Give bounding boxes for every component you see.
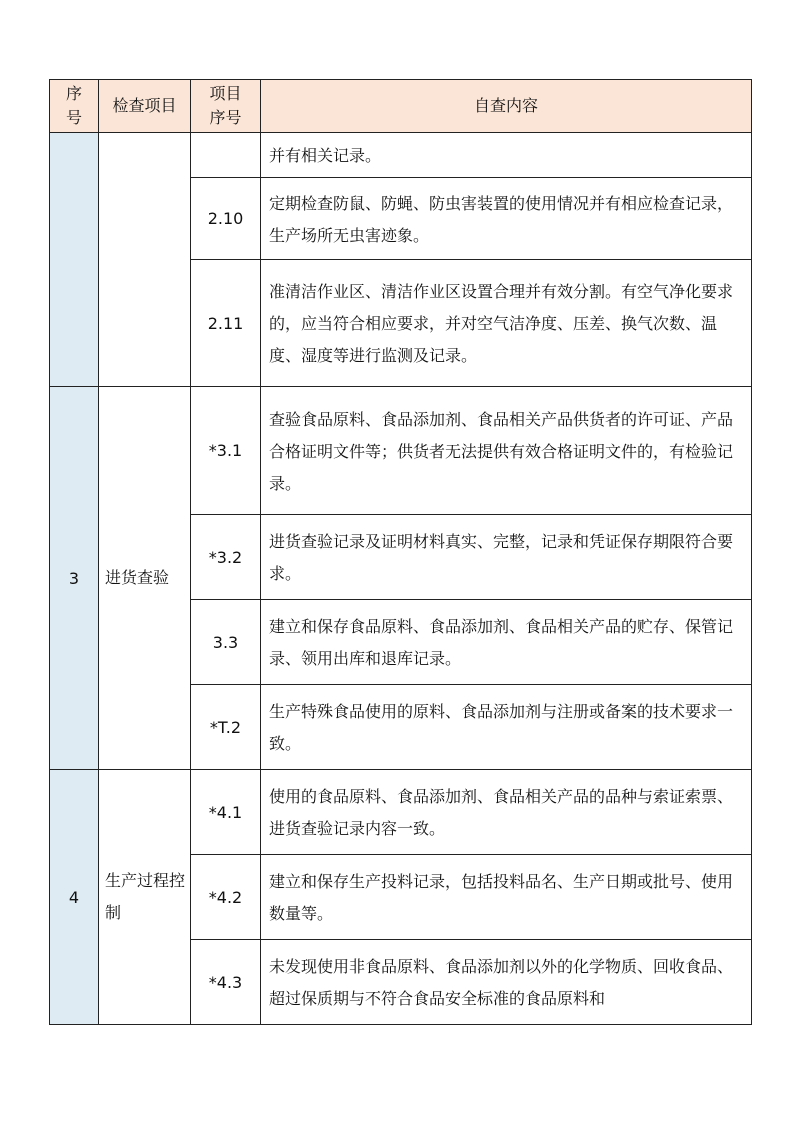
table-row — [50, 133, 752, 178]
group-seq-cell — [50, 133, 99, 387]
item-code: *3.2 — [191, 515, 261, 600]
header-row — [50, 80, 752, 133]
item-content: 准清洁作业区、清洁作业区设置合理并有效分割。有空气净化要求的，应当符合相应要求，并对空气洁净度、压差、换气次数、温度、湿度等进行监测及记录。 — [261, 260, 752, 387]
group-seq-cell: 4 — [50, 770, 99, 1025]
item-code: 2.11 — [191, 260, 261, 387]
item-code: 2.10 — [191, 178, 261, 260]
group-item-cell — [99, 133, 191, 387]
item-code: *4.1 — [191, 770, 261, 855]
item-content: 建立和保存食品原料、食品添加剂、食品相关产品的贮存、保管记录、领用出库和退库记录。 — [261, 600, 752, 685]
header-seq: 序 号 — [50, 80, 99, 133]
table-row — [50, 770, 752, 855]
item-content: 并有相关记录。 — [261, 133, 752, 178]
item-code — [191, 133, 261, 178]
group-item-cell: 生产过程控制 — [99, 770, 191, 1025]
item-code: *T.2 — [191, 685, 261, 770]
inspection-table — [49, 79, 752, 1025]
group-item-cell: 进货查验 — [99, 387, 191, 770]
item-content: 使用的食品原料、食品添加剂、食品相关产品的品种与索证索票、进货查验记录内容一致。 — [261, 770, 752, 855]
item-content: 生产特殊食品使用的原料、食品添加剂与注册或备案的技术要求一致。 — [261, 685, 752, 770]
item-code: *4.3 — [191, 940, 261, 1025]
item-code: *4.2 — [191, 855, 261, 940]
item-content: 建立和保存生产投料记录，包括投料品名、生产日期或批号、使用数量等。 — [261, 855, 752, 940]
item-code: 3.3 — [191, 600, 261, 685]
header-content: 自查内容 — [261, 80, 752, 133]
header-code: 项目 序号 — [191, 80, 261, 133]
header-item: 检查项目 — [99, 80, 191, 133]
item-content: 进货查验记录及证明材料真实、完整，记录和凭证保存期限符合要求。 — [261, 515, 752, 600]
table-row — [50, 387, 752, 515]
item-code: *3.1 — [191, 387, 261, 515]
item-content: 定期检查防鼠、防蝇、防虫害装置的使用情况并有相应检查记录，生产场所无虫害迹象。 — [261, 178, 752, 260]
item-content: 未发现使用非食品原料、食品添加剂以外的化学物质、回收食品、超过保质期与不符合食品安全标准的食品原料和 — [261, 940, 752, 1025]
item-content: 查验食品原料、食品添加剂、食品相关产品供货者的许可证、产品合格证明文件等；供货者无法提供有效合格证明文件的，有检验记录。 — [261, 387, 752, 515]
group-seq-cell: 3 — [50, 387, 99, 770]
